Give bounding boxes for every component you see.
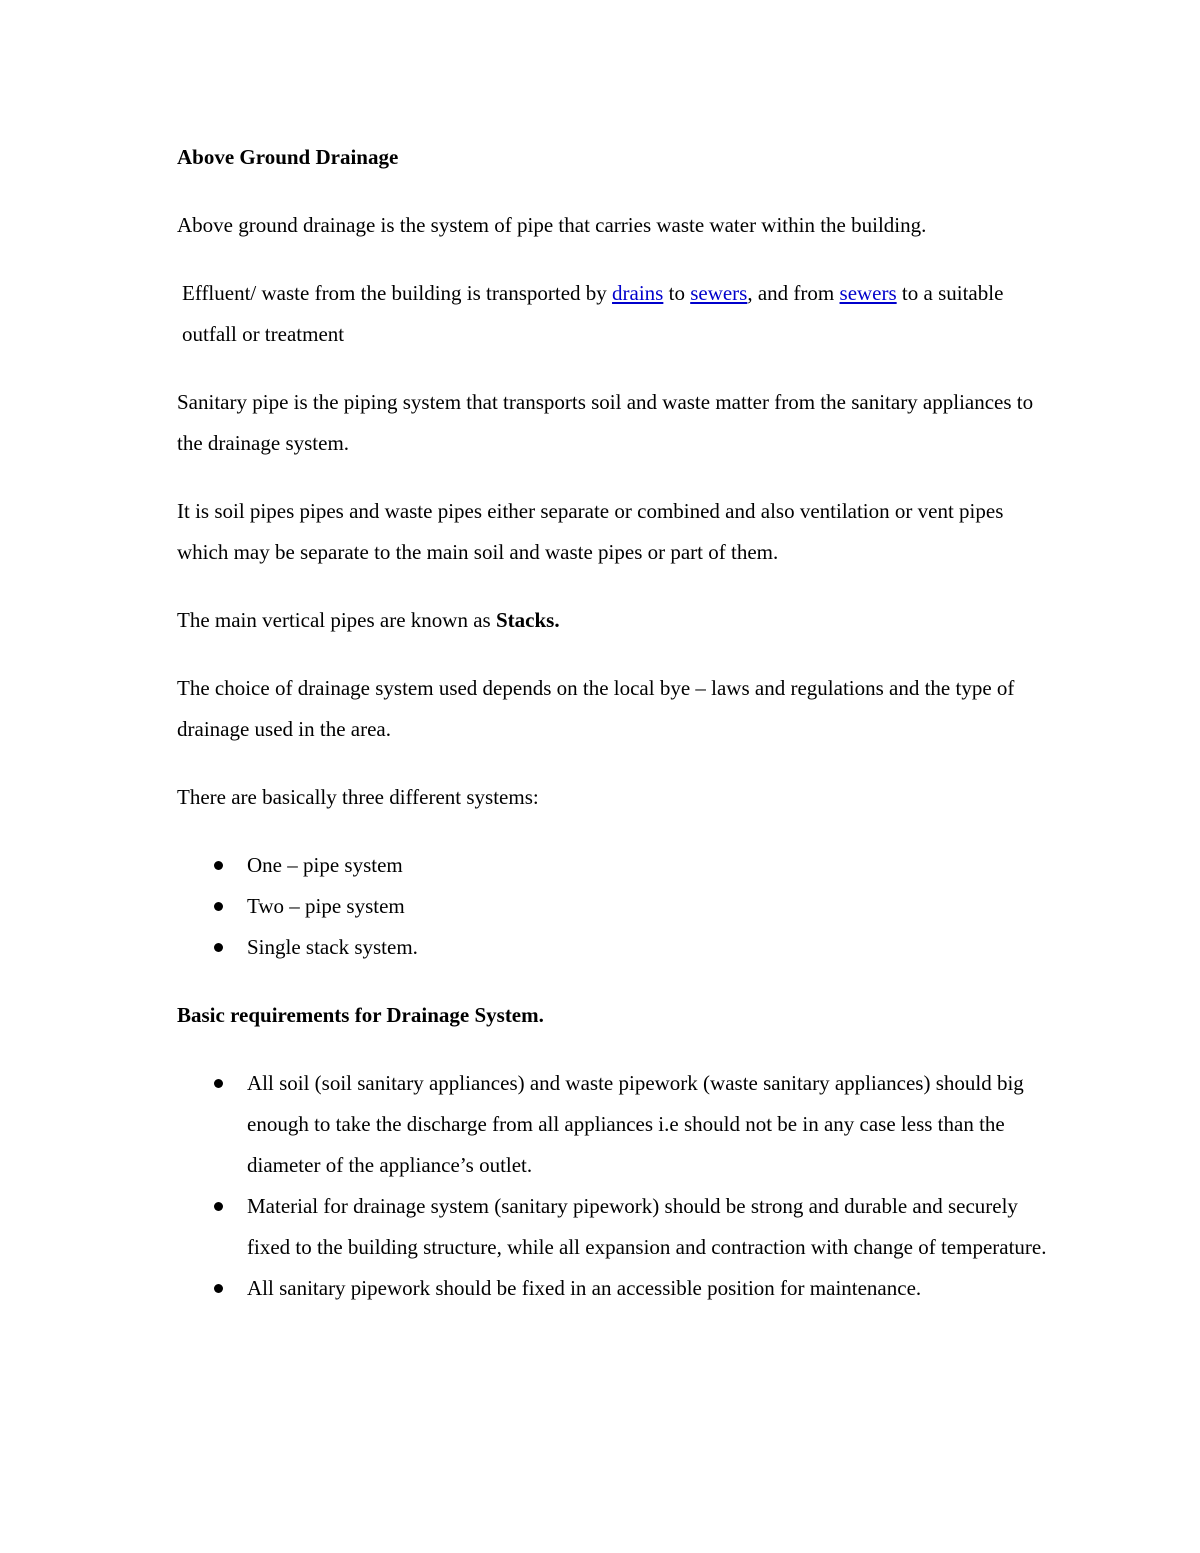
- systems-list: [177, 845, 1057, 968]
- list-item-text: All soil (soil sanitary appliances) and waste pipework (waste sanitary appliances) should big enough to take the discharge from all appliances i.e should not be in any case less than the diameter of the appliance’s outlet.: [247, 1071, 1024, 1177]
- list-item: [177, 886, 1057, 927]
- bullet-icon: [214, 861, 223, 870]
- list-item: [177, 1063, 1057, 1186]
- requirements-list: [177, 1063, 1057, 1309]
- paragraph-text: , and from: [747, 281, 840, 305]
- bullet-icon: [214, 1284, 223, 1293]
- document-title: Above Ground Drainage: [177, 145, 399, 169]
- paragraph-soil-pipes: It is soil pipes pipes and waste pipes either separate or combined and also ventilation or vent pipes which may be separate to the main soil and waste pipes or part of them.: [177, 499, 1004, 564]
- paragraph-definition: Above ground drainage is the system of pipe that carries waste water within the building.: [177, 213, 927, 237]
- paragraph-choice: The choice of drainage system used depends on the local bye – laws and regulations and the type of drainage used in the area.: [177, 676, 1015, 741]
- sewers-link-2[interactable]: sewers: [839, 281, 897, 305]
- sewers-link[interactable]: sewers: [690, 281, 748, 305]
- list-item-text: Two – pipe system: [247, 894, 405, 918]
- requirements-heading: Basic requirements for Drainage System.: [177, 1003, 544, 1027]
- paragraph-text: to a suitable outfall or treatment: [182, 281, 1004, 346]
- bullet-icon: [214, 943, 223, 952]
- list-item: [177, 927, 1057, 968]
- list-item-text: One – pipe system: [247, 853, 403, 877]
- list-item: [177, 1268, 1057, 1309]
- paragraph-stacks: [177, 600, 1057, 641]
- paragraph-sanitary-pipe: Sanitary pipe is the piping system that transports soil and waste matter from the sanitary appliances to the drainage system.: [177, 390, 1034, 455]
- stacks-term: Stacks.: [495, 608, 560, 632]
- list-item-text: Single stack system.: [247, 935, 418, 959]
- bullet-icon: [214, 1079, 223, 1088]
- bullet-icon: [214, 1202, 223, 1211]
- list-item-text: Material for drainage system (sanitary pipework) should be strong and durable and securely fixed to the building structure, while all expansion and contraction with change of temperature.: [247, 1194, 1047, 1259]
- bullet-icon: [214, 902, 223, 911]
- paragraph-text: to: [663, 281, 691, 305]
- paragraph-text: Effluent/ waste from the building is transported by: [182, 281, 613, 305]
- list-item-text: All sanitary pipework should be fixed in an accessible position for maintenance.: [247, 1276, 922, 1300]
- paragraph-text: The main vertical pipes are known as: [177, 608, 496, 632]
- document-body: [177, 137, 1057, 1336]
- paragraph-systems-intro: There are basically three different systems:: [177, 785, 539, 809]
- list-item: [177, 1186, 1057, 1268]
- drains-link[interactable]: drains: [612, 281, 664, 305]
- paragraph-effluent: [177, 273, 1057, 355]
- list-item: [177, 845, 1057, 886]
